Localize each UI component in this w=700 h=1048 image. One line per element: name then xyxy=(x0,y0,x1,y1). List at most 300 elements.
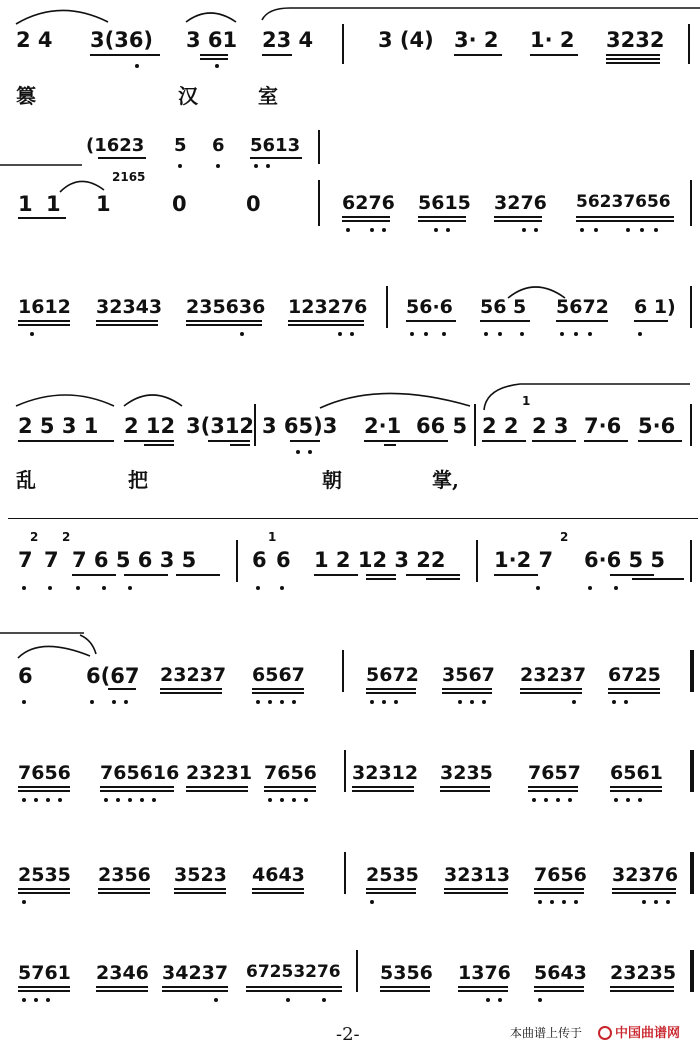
octave-dot xyxy=(280,798,284,802)
note-group: 3567 xyxy=(442,664,495,686)
note-group: 34237 xyxy=(162,962,229,984)
octave-dot xyxy=(178,164,182,168)
underline xyxy=(186,790,248,792)
note-group: 1 xyxy=(18,192,33,216)
underline xyxy=(606,62,660,64)
octave-dot xyxy=(640,228,644,232)
underline xyxy=(366,578,396,580)
octave-dot xyxy=(574,332,578,336)
underline xyxy=(18,790,70,792)
octave-dot xyxy=(470,700,474,704)
octave-dot xyxy=(458,700,462,704)
underline xyxy=(18,888,70,890)
note-group: 7·6 xyxy=(584,414,622,438)
barline xyxy=(344,750,346,792)
underline xyxy=(638,440,682,442)
site-logo-icon xyxy=(598,1026,612,1040)
octave-dot xyxy=(135,64,139,68)
octave-dot xyxy=(626,798,630,802)
octave-dot xyxy=(538,998,542,1002)
octave-dot xyxy=(256,586,260,590)
note-group: 1 xyxy=(46,192,61,216)
underline xyxy=(288,320,364,322)
octave-dot xyxy=(268,700,272,704)
barline xyxy=(386,286,388,328)
underline xyxy=(634,320,668,322)
note-group: 5613 xyxy=(250,135,301,156)
underline xyxy=(444,892,508,894)
octave-dot xyxy=(140,798,144,802)
barline xyxy=(236,540,238,582)
octave-dot xyxy=(90,700,94,704)
note-group: 2 2 xyxy=(482,414,519,438)
note-group: 23231 xyxy=(186,762,253,784)
underline xyxy=(530,54,578,56)
note-group: 1 2 12 3 22 xyxy=(314,548,446,572)
note-group: 5761 xyxy=(18,962,71,984)
octave-dot xyxy=(124,700,128,704)
octave-dot xyxy=(424,332,428,336)
note-group: 7656 xyxy=(534,864,587,886)
octave-dot xyxy=(550,900,554,904)
grace-note: 2 xyxy=(62,530,71,544)
underline xyxy=(174,892,226,894)
note-group: (1623 xyxy=(86,135,145,156)
underline xyxy=(584,440,628,442)
underline xyxy=(418,216,466,218)
underline xyxy=(576,220,674,222)
underline xyxy=(18,320,70,322)
underline xyxy=(288,324,364,326)
octave-dot xyxy=(624,700,628,704)
underline xyxy=(18,217,66,219)
underline xyxy=(162,986,228,988)
underline xyxy=(444,888,508,890)
note-group: 2535 xyxy=(366,864,419,886)
octave-dot xyxy=(308,450,312,454)
underline xyxy=(534,986,584,988)
underline xyxy=(18,986,70,988)
octave-dot xyxy=(104,798,108,802)
underline xyxy=(144,444,174,446)
note-group: 0 xyxy=(246,192,261,216)
octave-dot xyxy=(520,332,524,336)
underline xyxy=(364,440,448,442)
note-group: 7 xyxy=(18,548,33,572)
note-group: 2·1 xyxy=(364,414,402,438)
note-group: 4643 xyxy=(252,864,305,886)
octave-dot xyxy=(215,64,219,68)
note-group: 6 xyxy=(18,664,33,688)
barline xyxy=(690,852,694,894)
octave-dot xyxy=(638,798,642,802)
octave-dot xyxy=(22,586,26,590)
underline xyxy=(98,157,146,159)
underline xyxy=(606,54,660,56)
octave-dot xyxy=(34,798,38,802)
underline xyxy=(352,786,414,788)
octave-dot xyxy=(370,700,374,704)
underline xyxy=(352,790,414,792)
barline xyxy=(690,950,694,992)
underline xyxy=(610,790,662,792)
octave-dot xyxy=(484,332,488,336)
octave-dot xyxy=(410,332,414,336)
note-group: 7 6 5 6 3 5 xyxy=(72,548,197,572)
octave-dot xyxy=(286,998,290,1002)
octave-dot xyxy=(370,900,374,904)
octave-dot xyxy=(394,700,398,704)
note-group: 2356 xyxy=(98,864,151,886)
underline xyxy=(314,574,358,576)
underline xyxy=(96,986,148,988)
underline xyxy=(252,888,304,890)
octave-dot xyxy=(482,700,486,704)
underline xyxy=(252,892,304,894)
note-group: 7 xyxy=(44,548,59,572)
octave-dot xyxy=(614,586,618,590)
note-group: 3235 xyxy=(440,762,493,784)
octave-dot xyxy=(350,332,354,336)
underline xyxy=(252,688,304,690)
underline xyxy=(98,892,150,894)
octave-dot xyxy=(268,798,272,802)
note-group: 1376 xyxy=(458,962,511,984)
underline xyxy=(18,324,70,326)
underline xyxy=(264,786,316,788)
octave-dot xyxy=(280,700,284,704)
barline xyxy=(688,24,690,64)
note-group: 32313 xyxy=(444,864,511,886)
note-group: 5·6 xyxy=(638,414,676,438)
site-logo[interactable] xyxy=(598,1022,680,1041)
underline xyxy=(520,688,582,690)
octave-dot xyxy=(560,332,564,336)
note-group: 56 5 xyxy=(480,296,527,318)
grace-note: 1 xyxy=(522,394,531,408)
site-logo-text: 中国曲谱网 xyxy=(615,1026,681,1041)
octave-dot xyxy=(382,700,386,704)
octave-dot xyxy=(434,228,438,232)
note-group: 123276 xyxy=(288,296,368,318)
underline xyxy=(366,692,416,694)
note-group: 7656 xyxy=(18,762,71,784)
underline xyxy=(494,574,538,576)
underline xyxy=(246,986,342,988)
lyric: 篡 xyxy=(16,84,36,108)
lyric: 乱 xyxy=(16,468,36,492)
underline xyxy=(186,786,248,788)
lyric: 室 xyxy=(258,84,278,108)
underline xyxy=(342,216,390,218)
octave-dot xyxy=(382,228,386,232)
octave-dot xyxy=(152,798,156,802)
barline xyxy=(690,540,692,582)
note-group: 765616 xyxy=(100,762,180,784)
underline xyxy=(230,444,250,446)
note-group: 67253276 xyxy=(246,962,341,982)
underline xyxy=(246,990,342,992)
note-group: 32376 xyxy=(612,864,679,886)
underline xyxy=(100,790,174,792)
barline xyxy=(690,750,694,792)
note-group: 23237 xyxy=(520,664,587,686)
underline xyxy=(556,320,608,322)
note-group: 6(67 xyxy=(86,664,140,688)
octave-dot xyxy=(538,900,542,904)
octave-dot xyxy=(46,998,50,1002)
octave-dot xyxy=(486,998,490,1002)
underline xyxy=(186,324,262,326)
underline xyxy=(90,54,160,56)
octave-dot xyxy=(572,700,576,704)
octave-dot xyxy=(76,586,80,590)
octave-dot xyxy=(22,798,26,802)
octave-dot xyxy=(654,900,658,904)
octave-dot xyxy=(532,798,536,802)
octave-dot xyxy=(292,700,296,704)
underline xyxy=(124,574,168,576)
underline xyxy=(532,440,576,442)
note-group: 1·2 7 xyxy=(494,548,554,572)
note-group: 1· 2 xyxy=(530,28,575,52)
octave-dot xyxy=(498,332,502,336)
octave-dot xyxy=(442,332,446,336)
lyric: 掌, xyxy=(432,468,459,492)
octave-dot xyxy=(574,900,578,904)
barline xyxy=(690,650,694,692)
underline xyxy=(482,440,526,442)
note-group: 23237 xyxy=(160,664,227,686)
octave-dot xyxy=(642,900,646,904)
note-group: 32343 xyxy=(96,296,163,318)
underline xyxy=(632,578,684,580)
barline xyxy=(254,404,256,446)
octave-dot xyxy=(498,998,502,1002)
underline xyxy=(18,786,70,788)
underline xyxy=(124,440,174,442)
octave-dot xyxy=(30,332,34,336)
octave-dot xyxy=(112,700,116,704)
octave-dot xyxy=(322,998,326,1002)
underline xyxy=(458,990,508,992)
octave-dot xyxy=(556,798,560,802)
barline xyxy=(318,180,320,226)
underline xyxy=(366,574,396,576)
underline xyxy=(406,320,456,322)
underline xyxy=(108,688,136,690)
octave-dot xyxy=(536,586,540,590)
underline xyxy=(612,888,676,890)
octave-dot xyxy=(266,164,270,168)
underline xyxy=(606,58,660,60)
note-group: 56237656 xyxy=(576,192,671,212)
underline xyxy=(96,990,148,992)
staff-rule xyxy=(8,518,698,519)
underline xyxy=(608,692,660,694)
underline xyxy=(176,574,220,576)
note-group: 6561 xyxy=(610,762,663,784)
underline xyxy=(18,990,70,992)
note-group: 5672 xyxy=(366,664,419,686)
note-group: 5643 xyxy=(534,962,587,984)
underline xyxy=(208,440,250,442)
underline xyxy=(612,892,676,894)
note-group: 6·6 5 5 xyxy=(584,548,666,572)
note-group: 5672 xyxy=(556,296,609,318)
underline xyxy=(98,888,150,890)
octave-dot xyxy=(280,586,284,590)
note-group: 3(312 xyxy=(186,414,255,438)
barline xyxy=(474,404,476,446)
underline xyxy=(380,990,430,992)
octave-dot xyxy=(240,332,244,336)
underline xyxy=(200,58,228,60)
note-group: 6 xyxy=(252,548,267,572)
octave-dot xyxy=(588,332,592,336)
octave-dot xyxy=(46,798,50,802)
underline xyxy=(494,220,542,222)
underline xyxy=(480,320,530,322)
grace-note: 2 xyxy=(560,530,569,544)
octave-dot xyxy=(128,798,132,802)
underline xyxy=(384,444,396,446)
octave-dot xyxy=(48,586,52,590)
note-group: 2535 xyxy=(18,864,71,886)
underline xyxy=(608,688,660,690)
octave-dot xyxy=(128,586,132,590)
barline xyxy=(476,540,478,582)
underline xyxy=(18,440,114,442)
note-group: 6567 xyxy=(252,664,305,686)
underline xyxy=(418,220,466,222)
note-group: 3276 xyxy=(494,192,547,214)
grace-note: 1 xyxy=(268,530,277,544)
note-group: 5 xyxy=(174,135,187,156)
underline xyxy=(610,986,674,988)
underline xyxy=(406,574,460,576)
underline xyxy=(610,990,674,992)
octave-dot xyxy=(522,228,526,232)
note-group: 2 5 3 1 xyxy=(18,414,99,438)
underline xyxy=(252,692,304,694)
note-group: 7657 xyxy=(528,762,581,784)
octave-dot xyxy=(338,332,342,336)
underline xyxy=(186,320,262,322)
barline xyxy=(318,130,320,164)
octave-dot xyxy=(116,798,120,802)
barline xyxy=(690,180,692,226)
underline xyxy=(440,790,490,792)
note-group: 66 5 xyxy=(416,414,468,438)
octave-dot xyxy=(304,798,308,802)
lyric: 把 xyxy=(128,468,148,492)
note-group: 1 xyxy=(96,192,111,216)
note-group: 3 61 xyxy=(186,28,238,52)
note-group: 3(36) xyxy=(90,28,154,52)
note-group: 2 4 xyxy=(16,28,53,52)
underline xyxy=(528,790,578,792)
lyric: 朝 xyxy=(322,468,342,492)
note-group: 2 3 xyxy=(532,414,569,438)
octave-dot xyxy=(102,586,106,590)
note-group: 7656 xyxy=(264,762,317,784)
octave-dot xyxy=(614,798,618,802)
underline xyxy=(160,692,222,694)
underline xyxy=(610,574,654,576)
underline xyxy=(162,990,228,992)
note-group: 3523 xyxy=(174,864,227,886)
octave-dot xyxy=(370,228,374,232)
barline xyxy=(690,286,692,328)
barline xyxy=(342,650,344,692)
underline xyxy=(534,888,584,890)
octave-dot xyxy=(562,900,566,904)
underline xyxy=(366,888,416,890)
note-group: 23235 xyxy=(610,962,677,984)
underline xyxy=(380,986,430,988)
underline xyxy=(96,320,158,322)
octave-dot xyxy=(292,798,296,802)
octave-dot xyxy=(580,228,584,232)
note-group: 6 xyxy=(276,548,291,572)
octave-dot xyxy=(216,164,220,168)
underline xyxy=(442,688,492,690)
octave-dot xyxy=(254,164,258,168)
lyric: 汉 xyxy=(178,84,198,108)
underline xyxy=(520,692,582,694)
note-group: 6276 xyxy=(342,192,395,214)
note-group: 23 4 xyxy=(262,28,314,52)
underline xyxy=(174,888,226,890)
octave-dot xyxy=(256,700,260,704)
underline xyxy=(534,892,584,894)
grace-note: 2 xyxy=(30,530,39,544)
note-group: 3 (4) xyxy=(378,28,434,52)
underline xyxy=(290,440,320,442)
octave-dot xyxy=(346,228,350,232)
octave-dot xyxy=(34,998,38,1002)
octave-dot xyxy=(626,228,630,232)
note-group: 2 12 xyxy=(124,414,176,438)
note-group: 0 xyxy=(172,192,187,216)
underline xyxy=(494,216,542,218)
octave-dot xyxy=(446,228,450,232)
octave-dot xyxy=(58,798,62,802)
octave-dot xyxy=(654,228,658,232)
underline xyxy=(454,54,502,56)
note-group: 32312 xyxy=(352,762,419,784)
page-number: -2- xyxy=(336,1024,360,1045)
octave-dot xyxy=(666,900,670,904)
octave-dot xyxy=(568,798,572,802)
octave-dot xyxy=(534,228,538,232)
octave-dot xyxy=(544,798,548,802)
note-group: 2346 xyxy=(96,962,149,984)
grace-notes: 2165 xyxy=(112,170,146,184)
underline xyxy=(426,578,460,580)
octave-dot xyxy=(594,228,598,232)
octave-dot xyxy=(22,900,26,904)
underline xyxy=(100,786,174,788)
barline xyxy=(342,24,344,64)
underline xyxy=(160,688,222,690)
underline xyxy=(528,786,578,788)
note-group: 6 1) xyxy=(634,296,676,318)
note-group: 3· 2 xyxy=(454,28,499,52)
underline xyxy=(262,54,292,56)
barline xyxy=(344,852,346,894)
